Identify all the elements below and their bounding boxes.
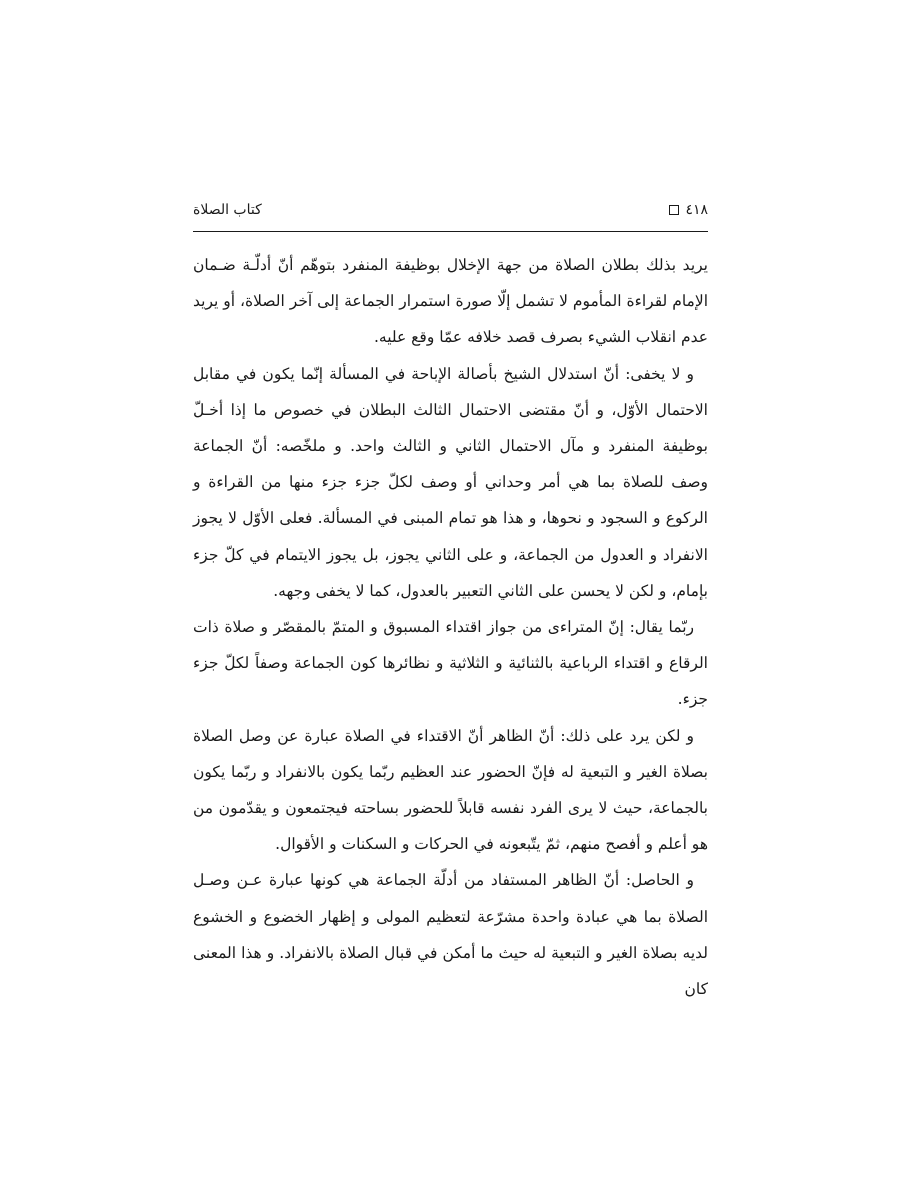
page-number: ٤١٨ — [685, 202, 708, 218]
book-title: كتاب الصلاة — [193, 202, 262, 218]
paragraph: و لا يخفى: أنّ استدلال الشيخ بأصالة الإباحة في المسألة إنّما يكون في مقابل الاحتمال الأوّل، و أنّ مقتضى الاحتمال الثالث البطلان في خصوص ما إذا أخـلّ بوظيفة المنفرد و مآل الاحتمال الثاني و الثالث واحد. و ملخّصه: أنّ الجماعة وصف للصلاة بما هي أمر وحداني أو وصف لكلّ جزء جزء منها من القراءة و الركوع و السجود و نحوها، و هذا هو تمام المبنى في المسألة. فعلى الأوّل لا يجوز الانفراد و العدول من الجماعة، و على الثاني يجوز، بل يجوز الايتمام في كلّ جزء بإمام، و لكن لا يحسن على الثاني التعبير بالعدول، كما لا يخفى وجهه. — [193, 364, 708, 600]
paragraph: و لكن يرد على ذلك: أنّ الظاهر أنّ الاقتداء في الصلاة عبارة عن وصل الصلاة بصلاة الغير و التبعية له فإنّ الحضور عند العظيم ربّما يكون بالانفراد و ربّما يكون بالجماعة، حيث لا يرى الفرد نفسه قابلاً للحضور بساحته فيجتمعون و يقدّمون من هو أعلم و أفصح منهم، ثمّ يتّبعونه في الحركات و السكنات و الأقوال. — [193, 726, 708, 854]
paragraph: يريد بذلك بطلان الصلاة من جهة الإخلال بوظيفة المنفرد بتوهّم أنّ أدلّـة ضـمان الإمام لقراءة المأموم لا تشمل إلّا صورة استمرار الجماعة إلى آخر الصلاة، أو يريد عدم انقلاب الشيء بصرف قصد خلافه عمّا وقع عليه. — [193, 256, 708, 347]
square-box-icon — [669, 205, 679, 215]
running-header — [193, 198, 708, 222]
paragraph: ربّما يقال: إنّ المتراءى من جواز اقتداء المسبوق و المتمّ بالمقصّر و صلاة ذات الرقاع و اقتداء الرباعية بالثنائية و الثلاثية و نظائرها كون الجماعة وصفاً لكلّ جزء جزء. — [193, 618, 708, 709]
header-divider — [193, 231, 708, 232]
paragraph: و الحاصل: أنّ الظاهر المستفاد من أدلّة الجماعة هي كونها عبارة عـن وصـل الصلاة بما هي عبادة واحدة مشرّعة لتعظيم المولى و إظهار الخضوع و الخشوع لديه بصلاة الغير و التبعية له حيث ما أمكن في قبال الصلاة بالانفراد. و هذا المعنى كان — [193, 871, 708, 999]
body-text — [193, 247, 708, 1007]
page-number-group — [669, 202, 708, 218]
